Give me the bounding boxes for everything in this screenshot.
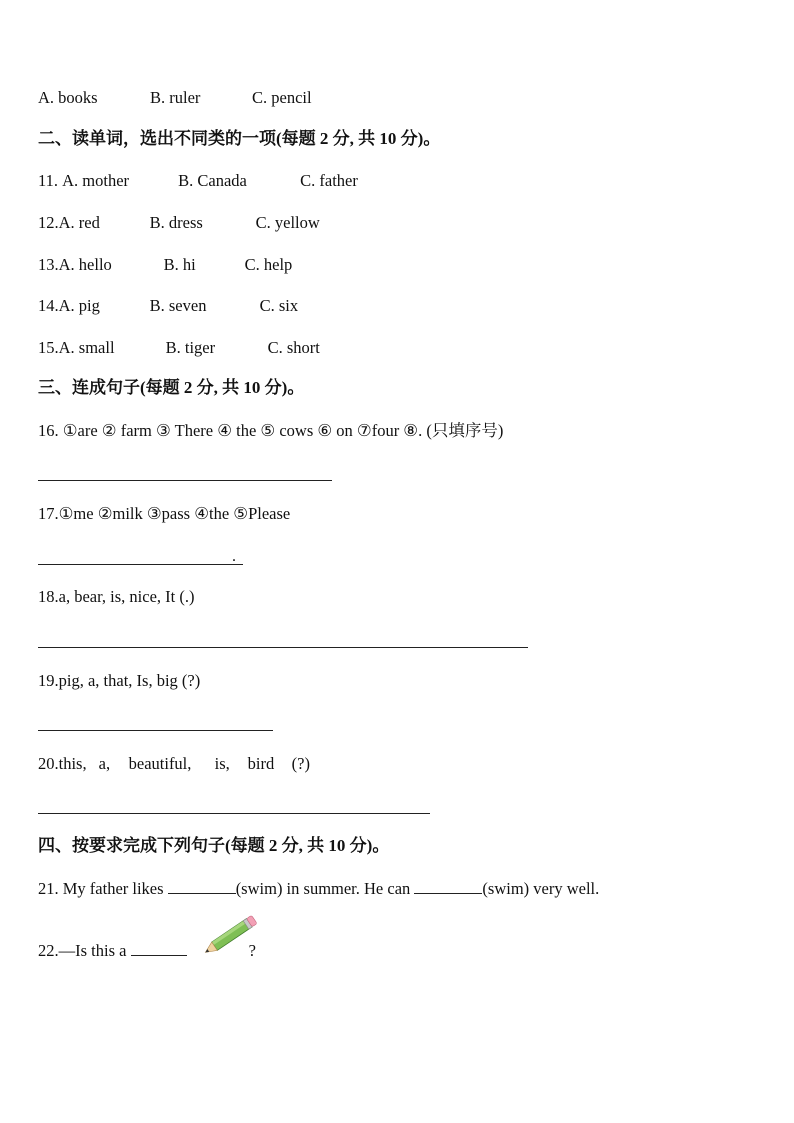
q11-option-a: A. mother [62, 171, 130, 190]
q10-option-a: A. books [38, 88, 98, 107]
answer-blank-21b[interactable] [414, 879, 482, 894]
section-3-title: 三、连成句子(每题 2 分, 共 10 分)。 [38, 378, 305, 397]
pencil-icon [198, 914, 262, 960]
q10-option-c: C. pencil [252, 88, 312, 107]
q15-option-b: B. tiger [165, 338, 216, 357]
q12-option-c: C. yellow [255, 213, 320, 232]
question-16-text: ①are ② farm ③ There ④ the ⑤ cows ⑥ on ⑦four ⑧. (只填序号) [62, 421, 504, 440]
question-19-text: pig, a, that, Is, big (?) [58, 671, 201, 690]
q10-options [38, 88, 312, 108]
answer-end-mark-17: . [232, 548, 236, 565]
question-16 [38, 421, 503, 441]
q14-option-b: B. seven [149, 296, 207, 315]
question-20 [38, 754, 310, 774]
question-number: 18. [38, 587, 59, 606]
question-number: 19. [38, 671, 59, 690]
q11-option-b: B. Canada [178, 171, 247, 190]
question-17-text: ①me ②milk ③pass ④the ⑤Please [58, 504, 291, 523]
q14-option-a: A. pig [58, 296, 100, 315]
answer-blank-21a[interactable] [168, 879, 236, 894]
question-13 [38, 255, 292, 275]
question-number: 21. [38, 879, 59, 898]
answer-line-16[interactable] [38, 480, 332, 481]
question-14 [38, 296, 298, 316]
question-number: 20. [38, 754, 59, 773]
answer-blank-22[interactable] [131, 941, 187, 956]
q20-word: bird [247, 754, 275, 773]
question-number: 15. [38, 338, 59, 357]
q11-option-c: C. father [300, 171, 358, 190]
question-12 [38, 213, 320, 233]
q10-option-b: B. ruler [150, 88, 201, 107]
q12-option-b: B. dress [149, 213, 203, 232]
question-11 [38, 171, 358, 191]
question-21-part1: My father likes [62, 879, 164, 898]
answer-line-20[interactable] [38, 813, 430, 814]
q20-word: (?) [291, 754, 310, 773]
question-number: 22. [38, 941, 59, 960]
q15-option-a: A. small [58, 338, 115, 357]
q20-word: a, [98, 754, 111, 773]
section-2-title: 二、读单词，选出不同类的一项(每题 2 分, 共 10 分)。 [38, 129, 441, 148]
answer-line-17[interactable] [38, 564, 243, 565]
q13-option-a: A. hello [58, 255, 112, 274]
question-18 [38, 587, 194, 607]
q20-word: is, [214, 754, 230, 773]
q20-word: this, [58, 754, 87, 773]
q13-option-b: B. hi [163, 255, 196, 274]
question-21-part2: (swim) in summer. He can [235, 879, 411, 898]
section-4-title: 四、按要求完成下列句子(每题 2 分, 共 10 分)。 [38, 836, 390, 855]
answer-line-18[interactable] [38, 647, 528, 648]
q14-option-c: C. six [259, 296, 299, 315]
question-17 [38, 504, 290, 524]
question-number: 16. [38, 421, 59, 440]
question-number: 12. [38, 213, 59, 232]
question-number: 14. [38, 296, 59, 315]
question-15 [38, 338, 320, 358]
q15-option-c: C. short [267, 338, 320, 357]
question-21-part3: (swim) very well. [482, 879, 600, 898]
q20-word: beautiful, [128, 754, 192, 773]
question-22-end-mark: ? [248, 941, 256, 960]
q12-option-a: A. red [58, 213, 100, 232]
question-18-text: a, bear, is, nice, It (.) [58, 587, 195, 606]
question-number: 13. [38, 255, 59, 274]
q13-option-c: C. help [244, 255, 293, 274]
question-22-text: —Is this a [58, 941, 127, 960]
question-number: 11. [38, 171, 59, 190]
question-19 [38, 671, 200, 691]
question-21 [38, 879, 599, 899]
question-number: 17. [38, 504, 59, 523]
answer-line-19[interactable] [38, 730, 273, 731]
